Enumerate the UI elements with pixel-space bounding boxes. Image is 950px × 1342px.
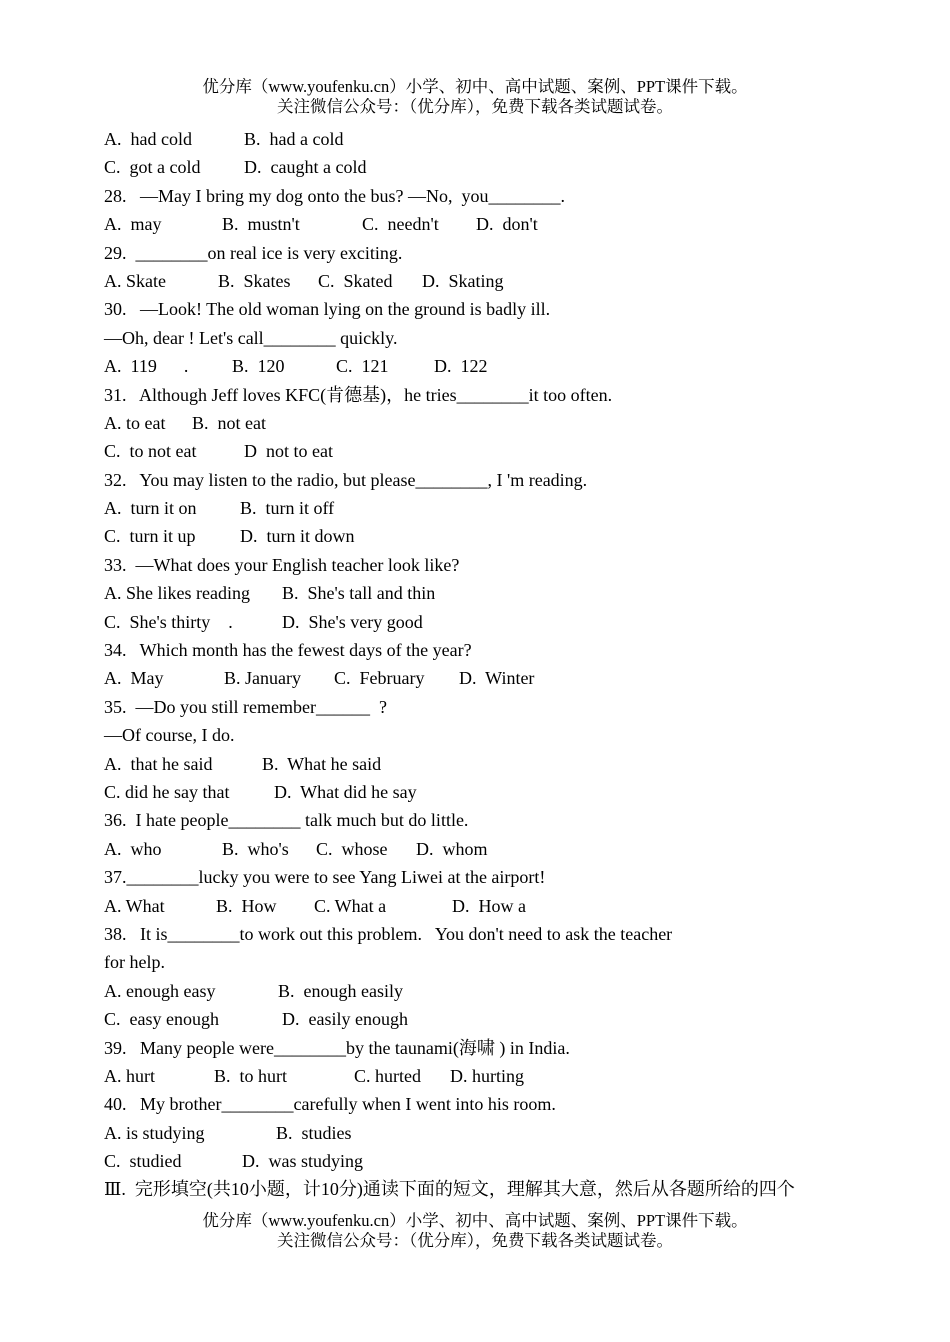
answer-option: C. She's thirty . <box>104 611 233 632</box>
answer-option: A. Skate <box>104 270 166 291</box>
exam-line: 35. —Do you still remember______ ? <box>104 696 387 717</box>
header-line-2: 关注微信公众号：（优分库），免费下载各类试题试卷。 <box>277 97 673 116</box>
footer-line-2: 关注微信公众号：（优分库），免费下载各类试题试卷。 <box>277 1231 673 1250</box>
answer-option: B. 120 <box>232 356 285 377</box>
answer-option: B. What he said <box>262 753 382 774</box>
exam-line <box>104 210 864 238</box>
answer-option: D. She's very good <box>282 611 423 632</box>
answer-option: D. How a <box>452 895 526 916</box>
exam-line: 39. Many people were________by the taunami(海啸 ) in India. <box>104 1037 570 1058</box>
exam-line: 34. Which month has the fewest days of the year? <box>104 640 472 661</box>
answer-option: A. hurt <box>104 1065 155 1086</box>
answer-option: C. easy enough <box>104 1009 219 1030</box>
answer-option: B. mustn't <box>222 214 300 235</box>
exam-line <box>104 892 864 920</box>
answer-option: D. What did he say <box>274 781 417 802</box>
exam-line <box>104 1147 864 1175</box>
answer-option: B. to hurt <box>214 1065 288 1086</box>
answer-option: C. hurted <box>354 1065 421 1086</box>
answer-option: B. How <box>216 895 277 916</box>
answer-option: D. whom <box>416 838 488 859</box>
answer-option: A. What <box>104 895 165 916</box>
exam-line: 28. —May I bring my dog onto the bus? —No, you________. <box>104 185 565 206</box>
exam-line: 29. ________on real ice is very exciting. <box>104 242 403 263</box>
exam-line <box>104 437 864 465</box>
footer-line-1: 优分库（www.youfenku.cn）小学、初中、高中试题、案例、PPT课件下载。 <box>202 1211 748 1230</box>
answer-option: C. studied <box>104 1151 182 1172</box>
answer-option: B. January <box>224 668 301 689</box>
exam-line <box>104 750 864 778</box>
exam-content <box>104 125 864 1204</box>
answer-option: B. had a cold <box>244 129 344 149</box>
answer-option: C. turn it up <box>104 526 196 547</box>
answer-option: A. had cold <box>104 129 192 149</box>
answer-option: B. turn it off <box>240 498 335 519</box>
answer-option: D. 122 <box>434 356 488 377</box>
exam-line <box>104 125 864 153</box>
exam-line <box>104 977 864 1005</box>
answer-option: C. 121 <box>336 356 389 377</box>
answer-option: A. who <box>104 838 162 859</box>
exam-line <box>104 352 864 380</box>
answer-option: B. who's <box>222 838 289 859</box>
answer-option: C. February <box>334 668 425 689</box>
answer-option: A. 119 . <box>104 356 189 377</box>
exam-line: 30. —Look! The old woman lying on the ground is badly ill. <box>104 299 551 320</box>
answer-option: C. needn't <box>362 214 439 235</box>
answer-option: D. Winter <box>459 668 535 689</box>
answer-option: D. hurting <box>450 1065 524 1086</box>
exam-line <box>104 835 864 863</box>
answer-option: D. Skating <box>422 270 504 291</box>
page-header <box>0 77 950 117</box>
answer-option: B. She's tall and thin <box>282 583 436 604</box>
answer-option: D. was studying <box>242 1151 363 1172</box>
answer-option: B. not eat <box>192 412 266 433</box>
exam-line <box>104 608 864 636</box>
exam-line <box>104 664 864 692</box>
exam-line <box>104 1119 864 1147</box>
exam-line: —Of course, I do. <box>104 725 235 746</box>
answer-option: A. May <box>104 668 164 689</box>
answer-option: C. to not eat <box>104 441 197 462</box>
exam-line: for help. <box>104 952 165 973</box>
exam-line: 32. You may listen to the radio, but please________, I 'm reading. <box>104 469 588 490</box>
answer-option: C. whose <box>316 838 388 859</box>
answer-option: B. studies <box>276 1122 352 1143</box>
answer-option: A. enough easy <box>104 980 216 1001</box>
exam-line: —Oh, dear ! Let's call________ quickly. <box>104 327 398 348</box>
answer-option: A. may <box>104 214 162 235</box>
exam-line <box>104 579 864 607</box>
exam-line <box>104 1062 864 1090</box>
exam-line: 38. It is________to work out this problem. You don't need to ask the teacher <box>104 923 673 944</box>
exam-line: 37.________lucky you were to see Yang Liwei at the airport! <box>104 867 546 888</box>
answer-option: C. Skated <box>318 270 393 291</box>
answer-option: B. enough easily <box>278 980 403 1001</box>
answer-option: D. caught a cold <box>244 157 367 178</box>
answer-option: D. turn it down <box>240 526 355 547</box>
answer-option: A. that he said <box>104 753 213 774</box>
answer-option: A. to eat <box>104 412 166 433</box>
answer-option: C. did he say that <box>104 781 230 802</box>
header-line-1: 优分库（www.youfenku.cn）小学、初中、高中试题、案例、PPT课件下载。 <box>202 77 748 96</box>
exam-line: Ⅲ. 完形填空(共10小题，计10分)通读下面的短文，理解其大意，然后从各题所给的四个 <box>104 1179 795 1200</box>
exam-line: 31. Although Jeff loves KFC(肯德基)，he tries________it too often. <box>104 384 613 405</box>
exam-line <box>104 267 864 295</box>
page-footer <box>0 1211 950 1251</box>
exam-line: 40. My brother________carefully when I went into his room. <box>104 1094 556 1115</box>
exam-line <box>104 409 864 437</box>
answer-option: D. easily enough <box>282 1009 408 1030</box>
answer-option: B. Skates <box>218 270 291 291</box>
exam-line <box>104 153 864 181</box>
exam-line: 36. I hate people________ talk much but do little. <box>104 810 469 831</box>
exam-line <box>104 522 864 550</box>
answer-option: D. don't <box>476 214 538 235</box>
answer-option: C. What a <box>314 895 387 916</box>
answer-option: A. turn it on <box>104 498 197 519</box>
exam-line <box>104 1005 864 1033</box>
exam-line <box>104 778 864 806</box>
answer-option: D not to eat <box>244 441 333 462</box>
answer-option: A. is studying <box>104 1122 205 1143</box>
exam-line: 33. —What does your English teacher look like? <box>104 554 460 575</box>
answer-option: A. She likes reading <box>104 583 250 604</box>
answer-option: C. got a cold <box>104 157 201 178</box>
exam-line <box>104 494 864 522</box>
